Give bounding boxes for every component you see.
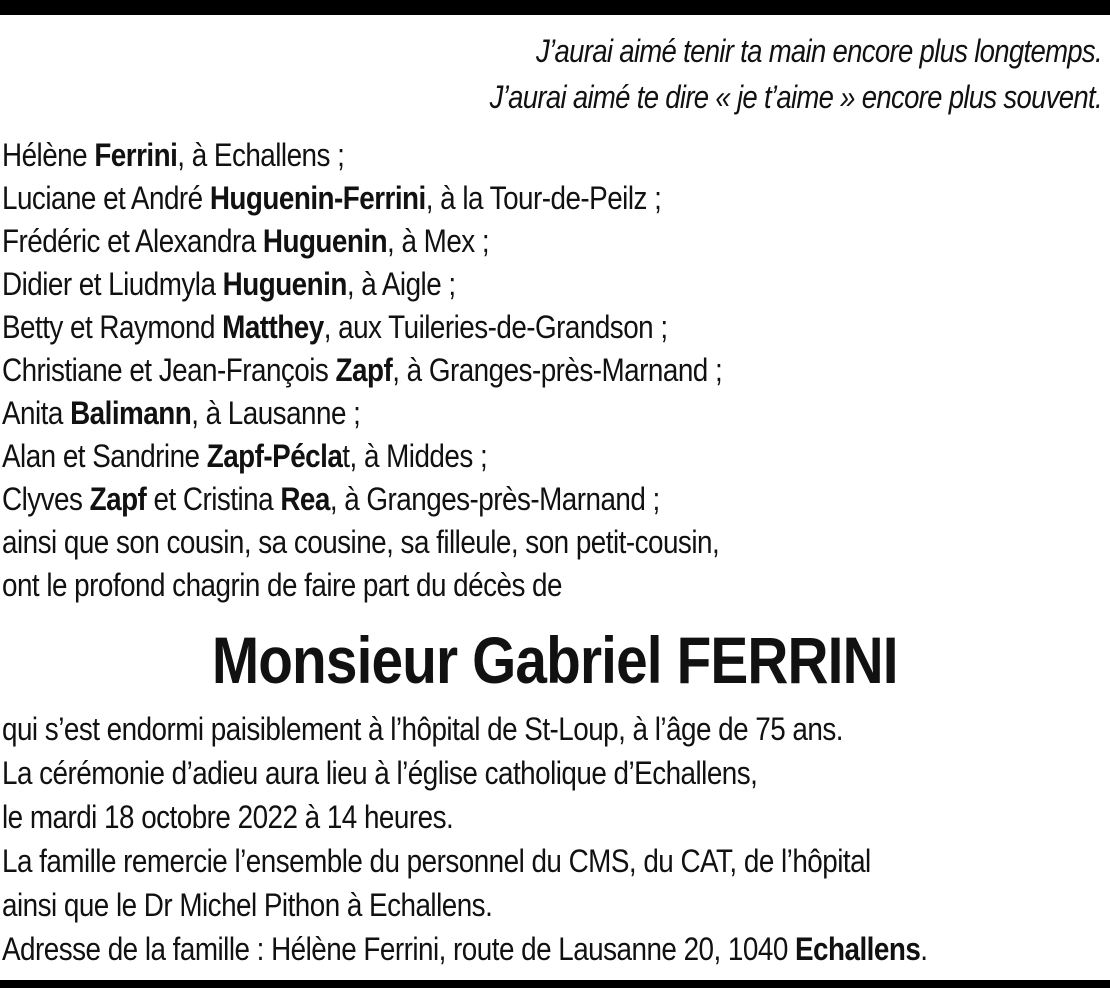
family-list <box>2 134 722 607</box>
deceased-name: Monsieur Gabriel FERRINI <box>212 623 898 697</box>
closing-line: ainsi que le Dr Michel Pithon à Echallens. <box>2 887 493 923</box>
family-line: Christiane et Jean-François Zapf, à Granges-près-Marnand ; <box>2 352 723 388</box>
family-line: Anita Balimann, à Lausanne ; <box>2 395 361 431</box>
family-line: ont le profond chagrin de faire part du décès de <box>2 567 562 603</box>
epigraph-line-2: J’aurai aimé te dire « je t’aime » encore plus souvent. <box>489 79 1102 115</box>
closing-line: le mardi 18 octobre 2022 à 14 heures. <box>2 799 454 835</box>
family-line: Clyves Zapf et Cristina Rea, à Granges-près-Marnand ; <box>2 481 660 517</box>
family-line: Frédéric et Alexandra Huguenin, à Mex ; <box>2 223 490 259</box>
family-line: Betty et Raymond Matthey, aux Tuileries-de-Grandson ; <box>2 309 668 345</box>
epigraph <box>490 28 1102 120</box>
top-rule <box>0 0 1110 15</box>
family-line: Didier et Liudmyla Huguenin, à Aigle ; <box>2 266 456 302</box>
closing-line: Adresse de la famille : Hélène Ferrini, route de Lausanne 20, 1040 Echallens. <box>2 931 928 967</box>
closing-line: La famille remercie l’ensemble du personnel du CMS, du CAT, de l’hôpital <box>2 843 871 879</box>
bottom-rule <box>0 980 1110 988</box>
closing-line: La cérémonie d’adieu aura lieu à l’église catholique d’Echallens, <box>2 755 758 791</box>
closing-line: qui s’est endormi paisiblement à l’hôpital de St-Loup, à l’âge de 75 ans. <box>2 711 843 747</box>
epigraph-line-1: J’aurai aimé tenir ta main encore plus longtemps. <box>536 33 1102 69</box>
family-line: ainsi que son cousin, sa cousine, sa filleule, son petit-cousin, <box>2 524 720 560</box>
closing-text <box>2 708 928 972</box>
family-line: Luciane et André Huguenin-Ferrini, à la Tour-de-Peilz ; <box>2 180 662 216</box>
family-line: Alan et Sandrine Zapf-Péclаt, à Middes ; <box>2 438 488 474</box>
family-line: Hélène Ferrini, à Echallens ; <box>2 137 345 173</box>
